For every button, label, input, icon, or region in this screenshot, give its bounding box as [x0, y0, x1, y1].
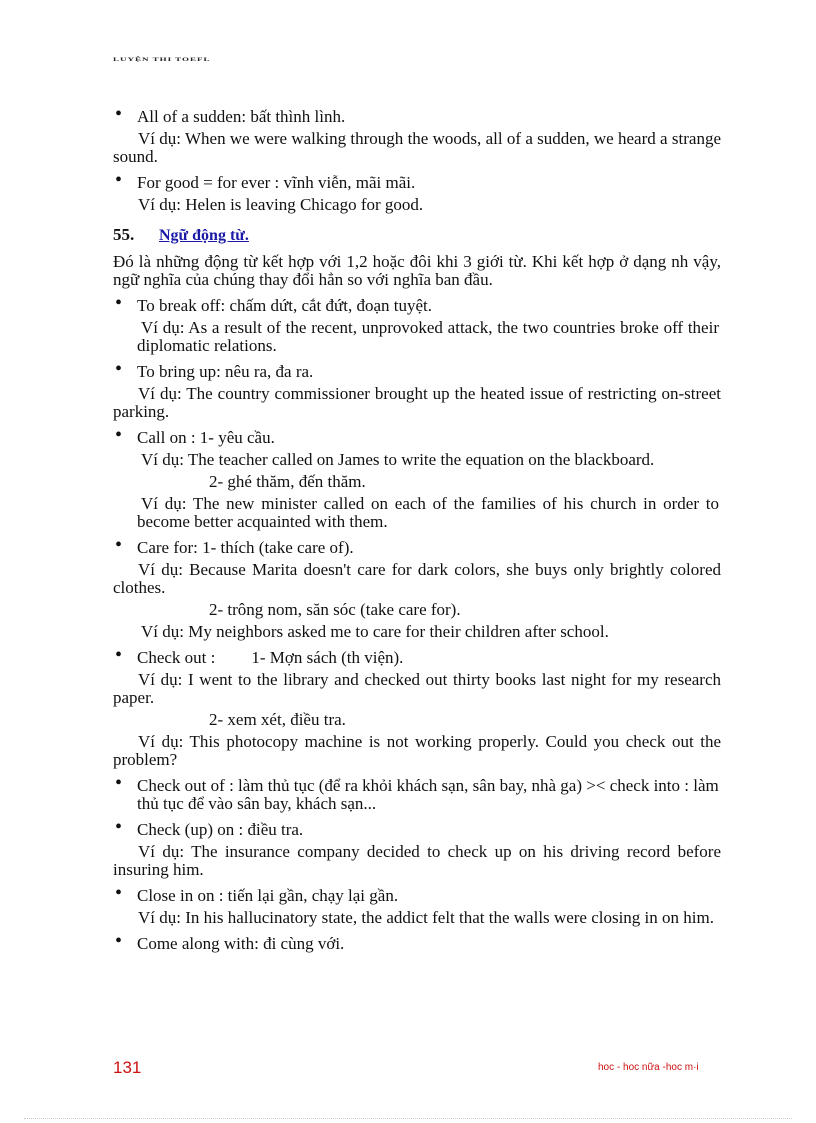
- running-header: LUYỆN THI TOEFL: [113, 56, 211, 62]
- example-check-out-2: Ví dụ: This photocopy machine is not working properly. Could you check out the problem?: [113, 732, 721, 769]
- phrasal-come-along-with: • Come along with: đi cùng với.: [113, 935, 721, 953]
- sense-call-on-2: 2- ghé thăm, đến thăm.: [209, 472, 366, 491]
- example-all-of-a-sudden: Ví dụ: When we were walking through the woods, all of a sudden, we heard a strange sound.: [113, 129, 721, 166]
- example-bring-up: Ví dụ: The country commissioner brought up the heated issue of restricting on-street parking.: [113, 384, 721, 421]
- idiom-for-good: • For good = for ever : vĩnh viễn, mãi mãi.: [113, 174, 721, 192]
- check-out-sense-1: 1- Mợn sách (th viện).: [251, 648, 404, 667]
- phrasal-check-out: [113, 649, 721, 667]
- example-call-on-1: Ví dụ: The teacher called on James to write the equation on the blackboard.: [141, 450, 655, 469]
- check-out-term: Check out :: [137, 648, 216, 667]
- idiom-all-of-a-sudden: • All of a sudden: bất thình lình.: [113, 108, 721, 126]
- section-number: 55.: [113, 225, 135, 244]
- phrasal-close-in-on: • Close in on : tiến lại gần, chạy lại gần.: [113, 887, 721, 905]
- phrasal-care-for: • Care for: 1- thích (take care of).: [113, 539, 721, 557]
- example-care-for-1: Ví dụ: Because Marita doesn't care for dark colors, she buys only brightly colored clothes.: [113, 560, 721, 597]
- example-care-for-2: Ví dụ: My neighbors asked me to care for their children after school.: [141, 622, 609, 641]
- section-intro: Đó là những động từ kết hợp với 1,2 hoặc đôi khi 3 giới từ. Khi kết hợp ở dạng nh vậy, ngữ nghĩa của chúng thay đổi hẳn so với nghĩa ban đầu.: [113, 252, 721, 289]
- phrasal-call-on: • Call on : 1- yêu cầu.: [113, 429, 721, 447]
- phrasal-bring-up: • To bring up: nêu ra, đa ra.: [113, 363, 721, 381]
- footer-divider: [24, 1118, 792, 1119]
- example-check-up-on: Ví dụ: The insurance company decided to check up on his driving record before insuring him.: [113, 842, 721, 879]
- example-for-good: Ví dụ: Helen is leaving Chicago for good.: [138, 195, 424, 214]
- sense-check-out-2: 2- xem xét, điều tra.: [209, 710, 346, 729]
- example-check-out-1: Ví dụ: I went to the library and checked out thirty books last night for my research paper.: [113, 670, 721, 707]
- page-content: [113, 108, 721, 953]
- section-title-link[interactable]: Ngữ động từ.: [159, 227, 249, 244]
- example-call-on-2: Ví dụ: The new minister called on each of the families of his church in order to become better acquainted with them.: [137, 494, 719, 531]
- footer-site-text: hoc - hoc nữa -hoc m·i: [598, 1062, 699, 1073]
- example-close-in-on: Ví dụ: In his hallucinatory state, the addict felt that the walls were closing in on him.: [138, 908, 714, 927]
- phrasal-check-out-of: • Check out of : làm thủ tục (để ra khỏi khách sạn, sân bay, nhà ga) >< check into : làm thủ tục để vào sân bay, khách sạn...: [113, 777, 721, 813]
- section-heading: [113, 226, 721, 245]
- sense-care-for-2: 2- trông nom, săn sóc (take care for).: [209, 600, 461, 619]
- phrasal-check-up-on: • Check (up) on : điều tra.: [113, 821, 721, 839]
- example-break-off: Ví dụ: As a result of the recent, unprovoked attack, the two countries broke off their diplomatic relations.: [137, 318, 719, 355]
- phrasal-break-off: • To break off: chấm dứt, cắt đứt, đoạn tuyệt.: [113, 297, 721, 315]
- page-number: 131: [113, 1058, 142, 1077]
